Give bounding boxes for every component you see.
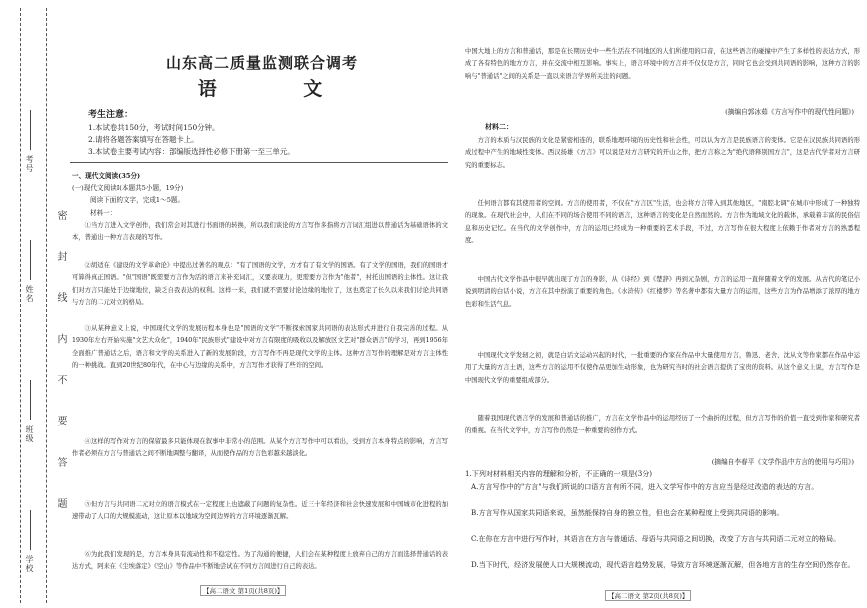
page-two xyxy=(465,0,860,608)
note-item: 3.本试卷主要考试内容：部编版选择性必修下册第一至三单元。 xyxy=(88,147,295,156)
material-two-label: 材料二： xyxy=(485,122,513,131)
page-footer: 【高二语文 第2页(共8页)】 xyxy=(605,590,691,601)
paragraph: 中国古代文学作品中很早就出现了方言的身影，从《诗经》到《楚辞》再到元杂剧，方言的运用一直伴随着文学的发展。从古代的笔记小说到明清的白话小说，方言在其中扮演了重要的角色。《水浒传》《红楼梦》等名著中都有大量方言的运用，这些方言为作品增添了浓厚的地方色彩和生活气息。 xyxy=(465,276,860,308)
binding-strip xyxy=(0,0,68,608)
class-label: 班级 xyxy=(25,425,34,443)
notes-heading: 考生注意： xyxy=(88,110,134,120)
seal-line-warning: 密 封 线 内 不 要 答 题 xyxy=(55,210,66,523)
page-one xyxy=(70,0,450,608)
subject-title: 语 文 xyxy=(197,78,363,100)
subsection-heading: (一)现代文阅读Ⅰ(本题共5小题，19分) xyxy=(72,184,184,192)
class-underline xyxy=(30,380,31,420)
paragraph: 方言的本质与汉民族的文化是紧密相连的，联系地理环境的历史性和社会性，可以认为方言是民族语言的变体。它是在汉民族共同语的形成过程中产生的地域性变体。西汉扬雄《方言》可以说是对方言研究的开山之作，把方言称之为"绝代语释别国方言"，这是古代学者对方言研究的重要标志。 xyxy=(465,137,860,169)
paragraph: ④这样的写作对方言的保留最多只能体现在叙事中非常小的范围。从某个方言写作中可以看出，受到方言本身特点的影响，方言写作者必须在方言与普通话之间不断地调整与翻译，从而使作品的方言色彩越来越淡化。 xyxy=(72,438,448,458)
source-citation: (摘编自李春平《文学作品中方言的使用与巧用》) xyxy=(711,458,854,466)
instruction: 阅读下面的文字，完成1～5题。 xyxy=(90,196,185,204)
paragraph: 随着我国现代语言学的发展和普通话的推广，方言在文学作品中的运用经历了一个曲折的过程，但方言写作的价值一直受到作家和研究者的重视。在当代文学中，方言写作仍然是一种重要的创作方式。 xyxy=(465,415,860,435)
question-option: C.在你在方言中进行写作时，其语言在方言与普通话、母语与共同语之间切换，改变了方言与共同语二元对立的格局。 xyxy=(471,534,841,543)
paragraph: 任何语言都有其使用者的空间。方言的使用者，不仅在"方言区"生活，也会将方言带入到其他地区，"南腔北调"在城市中形成了一种独特的现象。在现代社会中，人们在不同的场合使用不同的语言，这种语言的变化是自然而然的。方言作为地域文化的载体，承载着丰富的民俗信息和历史记忆。在当代的文学创作中，方言的运用已经成为一种重要的艺术手段，不过，方言写作在很大程度上依赖于作者对方言的熟悉程度。 xyxy=(465,200,860,245)
question-option: A.方言写作中的"方言"与我们所说的口语方言有所不同，进入文学写作中的方言应当是经过改造的表达的方言。 xyxy=(471,482,819,491)
paragraph: ⑥为此我们发现的是，方言本身具有流动性和不稳定性。为了沟通的便捷，人们会在某种程度上放弃自己的方言而选择普通话的表达方式，阿来在《尘埃落定》《空山》等作品中不断地尝试在不同方言间进行自己的表达。 xyxy=(72,551,448,571)
question-option: B.方言写作从国家共同语来说，虽然能保持自身的独立性，但也会在某种程度上受到共同语的影响。 xyxy=(471,508,784,517)
page-footer: 【高二语文 第1页(共8页)】 xyxy=(200,585,286,596)
paragraph: ②胡适在《建设的文学革命论》中提出过著名的观点："有了国语的文学，方才有了有文学的国语。有了文学的国语，我们的国语才可算得真正国语。"但"国语"既需要方言作为活的语言来补充词汇，又要表现力，更需要方言作为"他者"，衬托出国语的主体性。这让我们对方言只能处于边缘地位，缺乏自我表达的权利。这样一来，我们就不需要讨论边缘的地位了，这也奠定了长久以来我们讨论共同语与方言的二元对立的格局。 xyxy=(72,262,448,307)
divider xyxy=(70,162,448,163)
question-stem: 1.下列对材料相关内容的理解和分析，不正确的一项是(3分) xyxy=(465,469,653,478)
paragraph: 中国现代文学发轫之初，就是白话文运动兴起的时代，一批重要的作家在作品中大量使用方言，鲁迅、老舍、沈从文等作家都在作品中运用了大量的方言土语，这些方言的运用不仅使作品更加生动形象，也为研究当时的社会语言提供了宝贵的资料。从这个意义上说，方言写作是中国现代文学的重要组成部分。 xyxy=(465,352,860,384)
source-citation: (摘编自郭冰茹《方言写作中的现代性问题》) xyxy=(725,108,854,116)
cut-line-inner xyxy=(46,8,47,603)
note-item: 1.本试卷共150分，考试时间150分钟。 xyxy=(88,123,220,132)
name-underline xyxy=(30,240,31,280)
school-underline xyxy=(30,510,31,550)
question-option: D.当下时代，经济发展使人口大规模流动，现代语言趋势发展，导致方言环境逐渐瓦解，但各地方言的生存空间仍然存在。 xyxy=(471,560,855,569)
paragraph: ⑤但方言与共同语二元对立的语言模式在一定程度上也遮蔽了问题的复杂性。近三十年经济和社会快速发展和中国城市化进程的加速带动了人口的大规模流动，这让原本以地域为空间边界的方言环境逐渐瓦解。 xyxy=(72,501,448,521)
exam-no-underline xyxy=(30,110,31,150)
cut-line-outer xyxy=(20,8,21,603)
section-heading: 一、现代文阅读(35分) xyxy=(72,172,141,180)
paragraph: ①当方言进入文学创作，我们常会对其进行书面语的转换，所以我们谈论的方言写作多指将方言词汇组进以普通话为基础语体的文本，普通出一种方言表现的写作。 xyxy=(72,222,448,242)
paragraph: ③从某种意义上说，中国现代文学的发展历程本身也是"国语的文学"不断探索国家共同语的表达形式并进行自我完善的过程。从1930年左右开始实施"文艺大众化"，1940年"民族形式"建设中对方言有限度的吸收以及解放区文艺对"群众语言"的学习，再到1956年全面推广普通话之后，语言和文学的关系进入了新的发展阶段，方言写作不再是现代文学的主体。这种方言写作的理解是对方言主体性的一种挑战。直到20世纪80年代，在中心与边缘的关系中，方言写作才获得了些许的空间。 xyxy=(72,325,448,370)
name-label: 姓名 xyxy=(25,285,34,303)
note-item: 2.请将各题答案填写在答题卡上。 xyxy=(88,135,199,144)
paragraph: 中国大地上的方言和普通话，那是在长期历史中一些生活在不同地区的人们所使用的口音，在这些语言的碰撞中产生了多样性的表达方式，形成了各有特色的地方方言，并在交流中相互影响。事实上，语言环境中的方言并不仅仅是方言，同时它也会受到共同语的影响，这种方言的影响与"普通话"之间的关系是一直以来语言学界所关注的问题。 xyxy=(465,48,860,80)
exam-no-label: 考号 xyxy=(25,155,34,173)
school-label: 学校 xyxy=(25,555,34,573)
exam-title: 山东高二质量监测联合调考 xyxy=(165,54,358,72)
material-one-label: 材料一： xyxy=(90,209,117,217)
